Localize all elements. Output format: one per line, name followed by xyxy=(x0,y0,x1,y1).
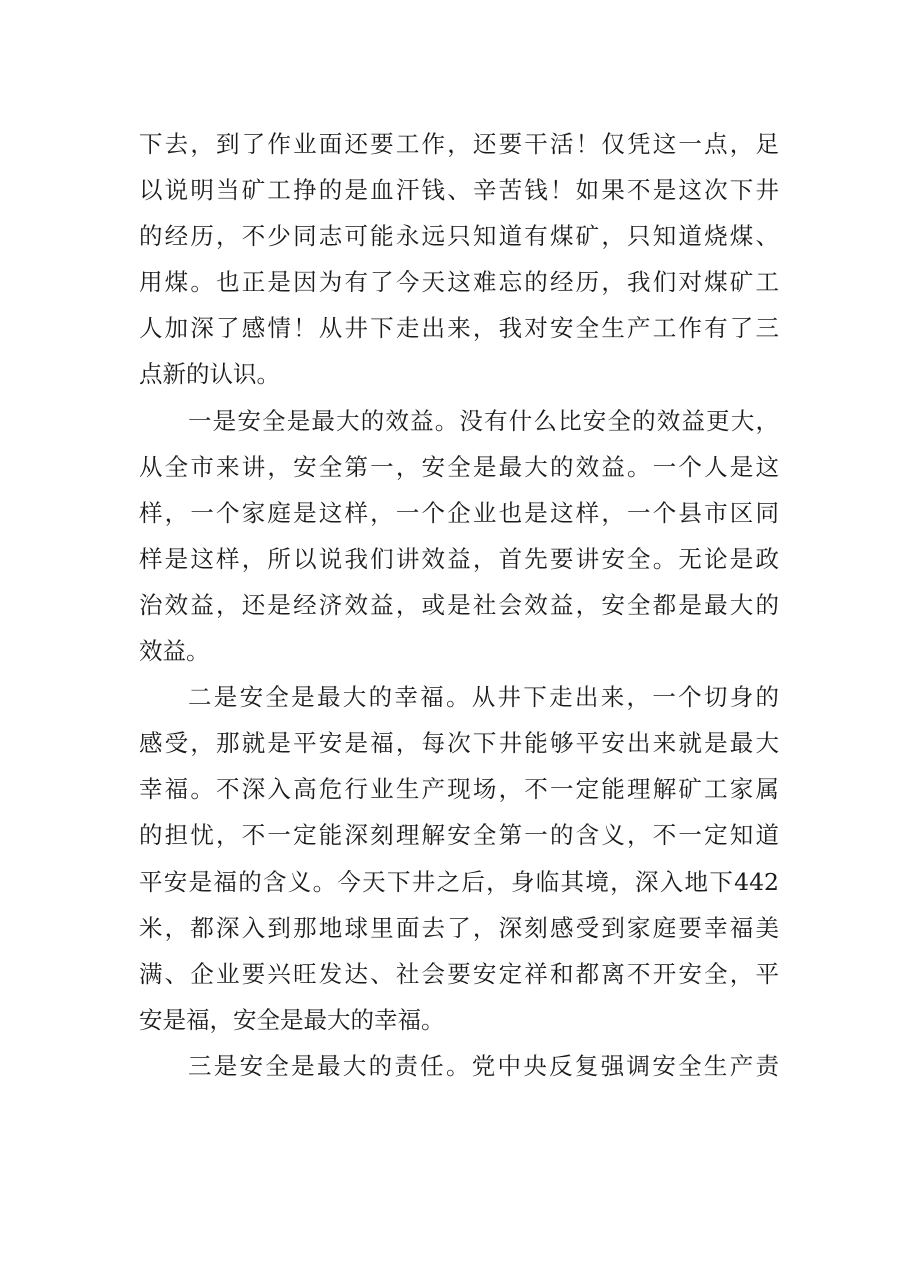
text-line: 平安是福的含义。今天下井之后，身临其境，深入地下442 xyxy=(139,867,779,896)
document-body xyxy=(139,121,779,1089)
text-line: 从全市来讲，安全第一，安全是最大的效益。一个人是这 xyxy=(139,452,779,481)
text-line: 安是福，安全是最大的幸福。 xyxy=(139,1005,445,1034)
paragraph-first-line: 二是安全是最大的幸福。从井下走出来，一个切身的 xyxy=(188,683,779,712)
text-line: 的担忧，不一定能深刻理解安全第一的含义，不一定知道 xyxy=(139,821,779,850)
text-line: 的经历，不少同志可能永远只知道有煤矿，只知道烧煤、 xyxy=(139,222,779,251)
text-line: 样是这样，所以说我们讲效益，首先要讲安全。无论是政 xyxy=(139,544,779,573)
text-line: 感受，那就是平安是福，每次下井能够平安出来就是最大 xyxy=(139,729,779,758)
text-line: 以说明当矿工挣的是血汗钱、辛苦钱！如果不是这次下井 xyxy=(139,176,779,205)
text-line: 米，都深入到那地球里面去了，深刻感受到家庭要幸福美 xyxy=(139,913,779,942)
text-line: 效益。 xyxy=(139,637,210,666)
paragraph-first-line: 三是安全是最大的责任。党中央反复强调安全生产责 xyxy=(188,1051,779,1080)
text-line: 治效益，还是经济效益，或是社会效益，安全都是最大的 xyxy=(139,590,779,619)
paragraph-first-line: 一是安全是最大的效益。没有什么比安全的效益更大， xyxy=(188,406,779,435)
text-line: 幸福。不深入高危行业生产现场，不一定能理解矿工家属 xyxy=(139,775,779,804)
text-line: 样，一个家庭是这样，一个企业也是这样，一个县市区同 xyxy=(139,498,779,527)
text-line: 人加深了感情！从井下走出来，我对安全生产工作有了三 xyxy=(139,314,779,343)
text-line: 满、企业要兴旺发达、社会要安定祥和都离不开安全，平 xyxy=(139,959,779,988)
text-line: 下去，到了作业面还要工作，还要干活！仅凭这一点，足 xyxy=(139,130,779,158)
text-line: 点新的认识。 xyxy=(139,360,280,389)
text-line: 用煤。也正是因为有了今天这难忘的经历，我们对煤矿工 xyxy=(139,268,779,297)
